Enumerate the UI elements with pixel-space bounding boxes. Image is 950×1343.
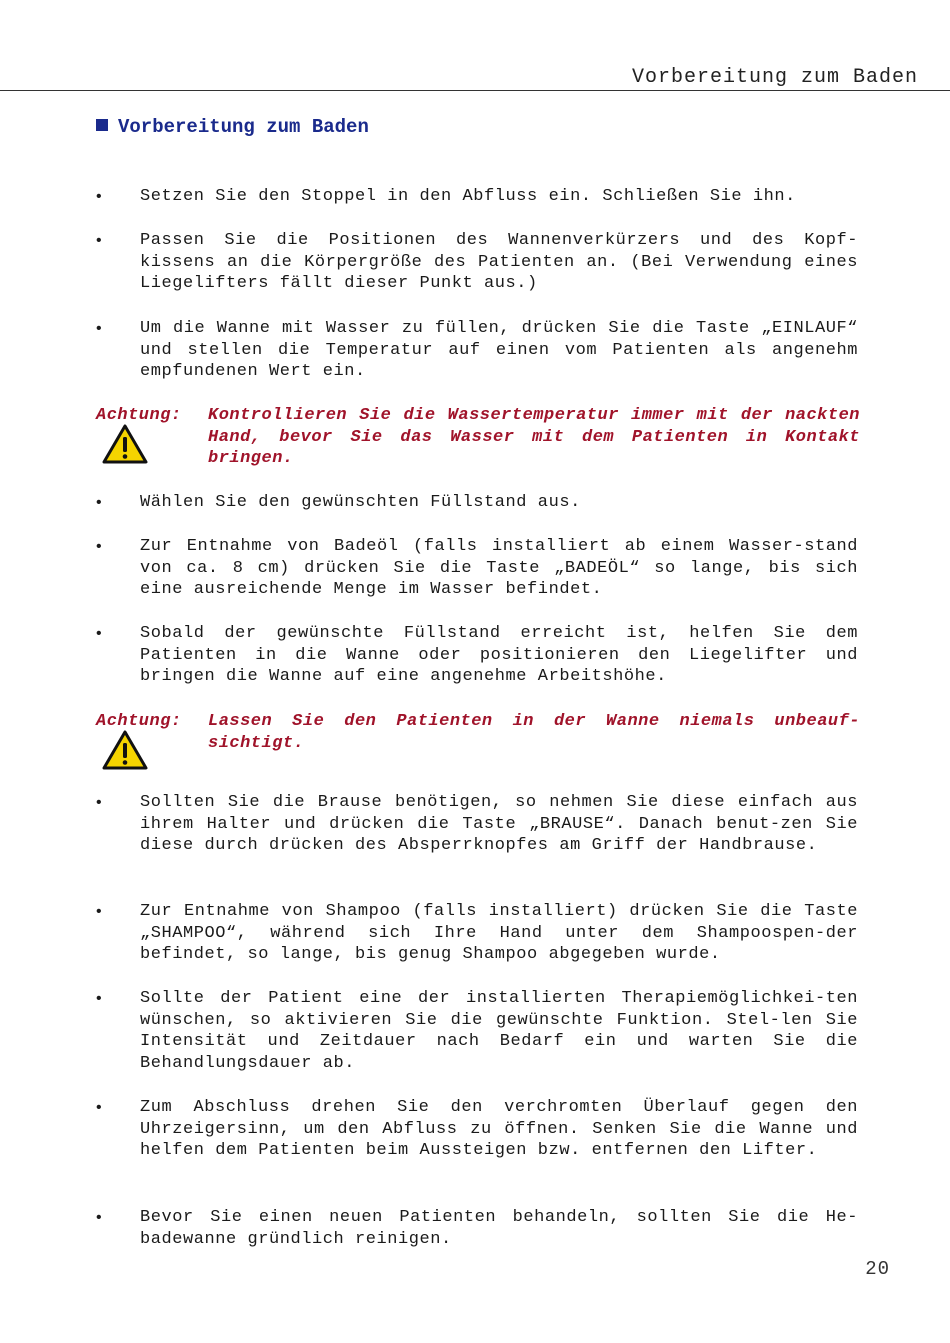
bullet-marker: • xyxy=(96,903,102,920)
warning-triangle-icon xyxy=(101,729,149,771)
bullet-marker: • xyxy=(96,625,102,642)
list-item-text: Zur Entnahme von Badeöl (falls installiert ab einem Wasser-stand von ca. 8 cm) drücken Sie die Taste „BADEÖL“ so lange, bis sich eine ausreichende Menge im Wasser befindet. xyxy=(140,537,858,600)
list-item-text: Um die Wanne mit Wasser zu füllen, drücken Sie die Taste „EINLAUF“ und stellen die Temperatur auf einen vom Patienten als angenehm empfundenen Wert ein. xyxy=(140,319,858,382)
bullet-marker: • xyxy=(96,1099,102,1116)
warning-text: Kontrollieren Sie die Wassertemperatur immer mit der nackten Hand, bevor Sie das Wasser mit dem Patienten in Kontakt bringen. xyxy=(208,406,860,469)
list-item-text: Sollten Sie die Brause benötigen, so nehmen Sie diese einfach aus ihrem Halter und drücken die Taste „BRAUSE“. Danach benut-zen Sie diese durch drücken des Absperrknopfes am Griff der Handbrause. xyxy=(140,793,858,856)
header-rule xyxy=(0,90,950,91)
page-number: 20 xyxy=(865,1258,890,1280)
bullet-marker: • xyxy=(96,1209,102,1226)
warning-label: Achtung: xyxy=(96,712,182,731)
warning-label: Achtung: xyxy=(96,406,182,425)
square-bullet-icon xyxy=(96,119,108,131)
section-title-text: Vorbereitung zum Baden xyxy=(118,116,369,138)
warning-text: Lassen Sie den Patienten in der Wanne niemals unbeauf-sichtigt. xyxy=(208,712,860,753)
bullet-marker: • xyxy=(96,232,102,249)
list-item-text: Sollte der Patient eine der installierten Therapiemöglichkei-ten wünschen, so aktivieren Sie die gewünschte Funktion. Stel-len Sie Intensität und Zeitdauer nach Bedarf ein und warten Sie die Behandlungsdauer ab. xyxy=(140,989,858,1073)
bullet-marker: • xyxy=(96,990,102,1007)
list-item-text: Passen Sie die Positionen des Wannenverkürzers und des Kopf-kissens an die Körpergröße des Patienten an. (Bei Verwendung eines Liegelifters fällt dieser Punkt aus.) xyxy=(140,231,858,294)
bullet-marker: • xyxy=(96,320,102,337)
list-item-text: Bevor Sie einen neuen Patienten behandeln, sollten Sie die He-badewanne gründlich reinigen. xyxy=(140,1208,858,1249)
list-item-text: Zum Abschluss drehen Sie den verchromten Überlauf gegen den Uhrzeigersinn, um den Abfluss zu öffnen. Senken Sie die Wanne und helfen dem Patienten beim Aussteigen bzw. entfernen den Lifter. xyxy=(140,1098,858,1161)
bullet-marker: • xyxy=(96,794,102,811)
bullet-marker: • xyxy=(96,188,102,205)
list-item-text: Zur Entnahme von Shampoo (falls installiert) drücken Sie die Taste „SHAMPOO“, während sich Ihre Hand unter dem Shampoospen-der befindet, so lange, bis genug Shampoo abgegeben wurde. xyxy=(140,902,858,965)
list-item-text: Sobald der gewünschte Füllstand erreicht ist, helfen Sie dem Patienten in die Wanne oder positionieren den Liegelifter und bringen die Wanne auf eine angenehme Arbeitshöhe. xyxy=(140,624,858,687)
bullet-marker: • xyxy=(96,538,102,555)
bullet-marker: • xyxy=(96,494,102,511)
running-header: Vorbereitung zum Baden xyxy=(631,66,918,89)
section-title xyxy=(96,116,369,138)
list-item-text: Setzen Sie den Stoppel in den Abfluss ein. Schließen Sie ihn. xyxy=(140,187,796,206)
list-item-text: Wählen Sie den gewünschten Füllstand aus. xyxy=(140,493,581,512)
warning-triangle-icon xyxy=(101,423,149,465)
